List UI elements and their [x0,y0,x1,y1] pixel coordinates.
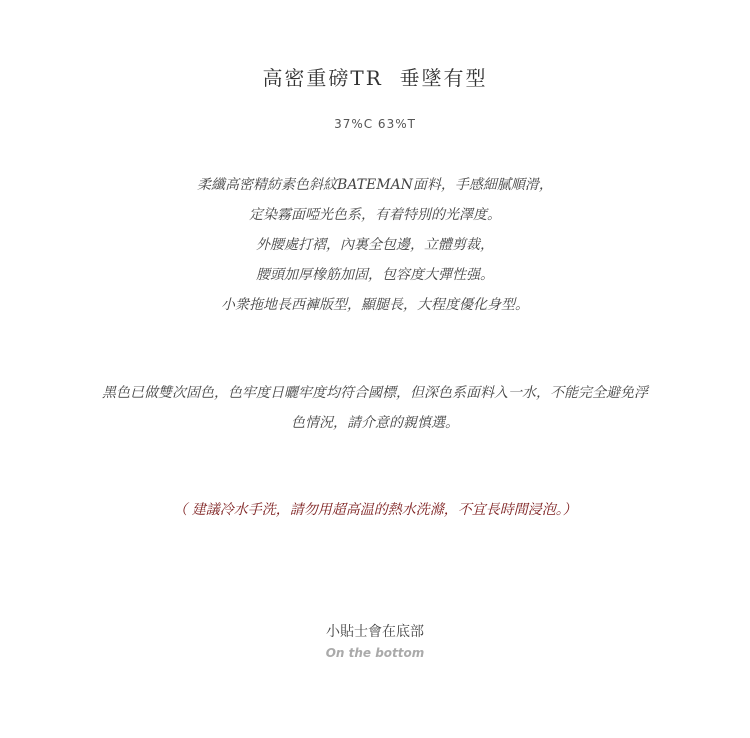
tips-label-english: On the bottom [325,646,425,660]
description-line: 定染霧面啞光色系，有着特別的光澤度。 [249,207,501,223]
notice-line: 黑色已做雙次固色，色牢度日曬牢度均符合國標，但深色系面料入一水，不能完全避免浮 [102,385,648,401]
fabric-composition: 37%C 63%T [334,117,416,131]
product-title: 高密重磅TR 垂墜有型 [262,66,488,90]
wash-instruction: （ 建議冷水手洗，請勿用超高温的熱水洗滌，不宜長時間浸泡。） [173,502,577,518]
description-line: 腰頭加厚橡筋加固，包容度大彈性强。 [256,267,494,283]
product-description [0,170,750,320]
description-line: 小衆拖地長西褲版型，顯腿長，大程度優化身型。 [221,297,529,313]
description-line: 外腰處打褶，內裏全包邊，立體剪裁， [256,237,494,253]
tips-label: 小貼士會在底部 [326,624,424,640]
notice-line: 色情況，請介意的親慎選。 [291,415,459,431]
color-fastness-notice [40,378,710,438]
description-line: 柔纖高密精紡素色斜紋BATEMAN面料，手感細膩順滑， [197,177,553,193]
